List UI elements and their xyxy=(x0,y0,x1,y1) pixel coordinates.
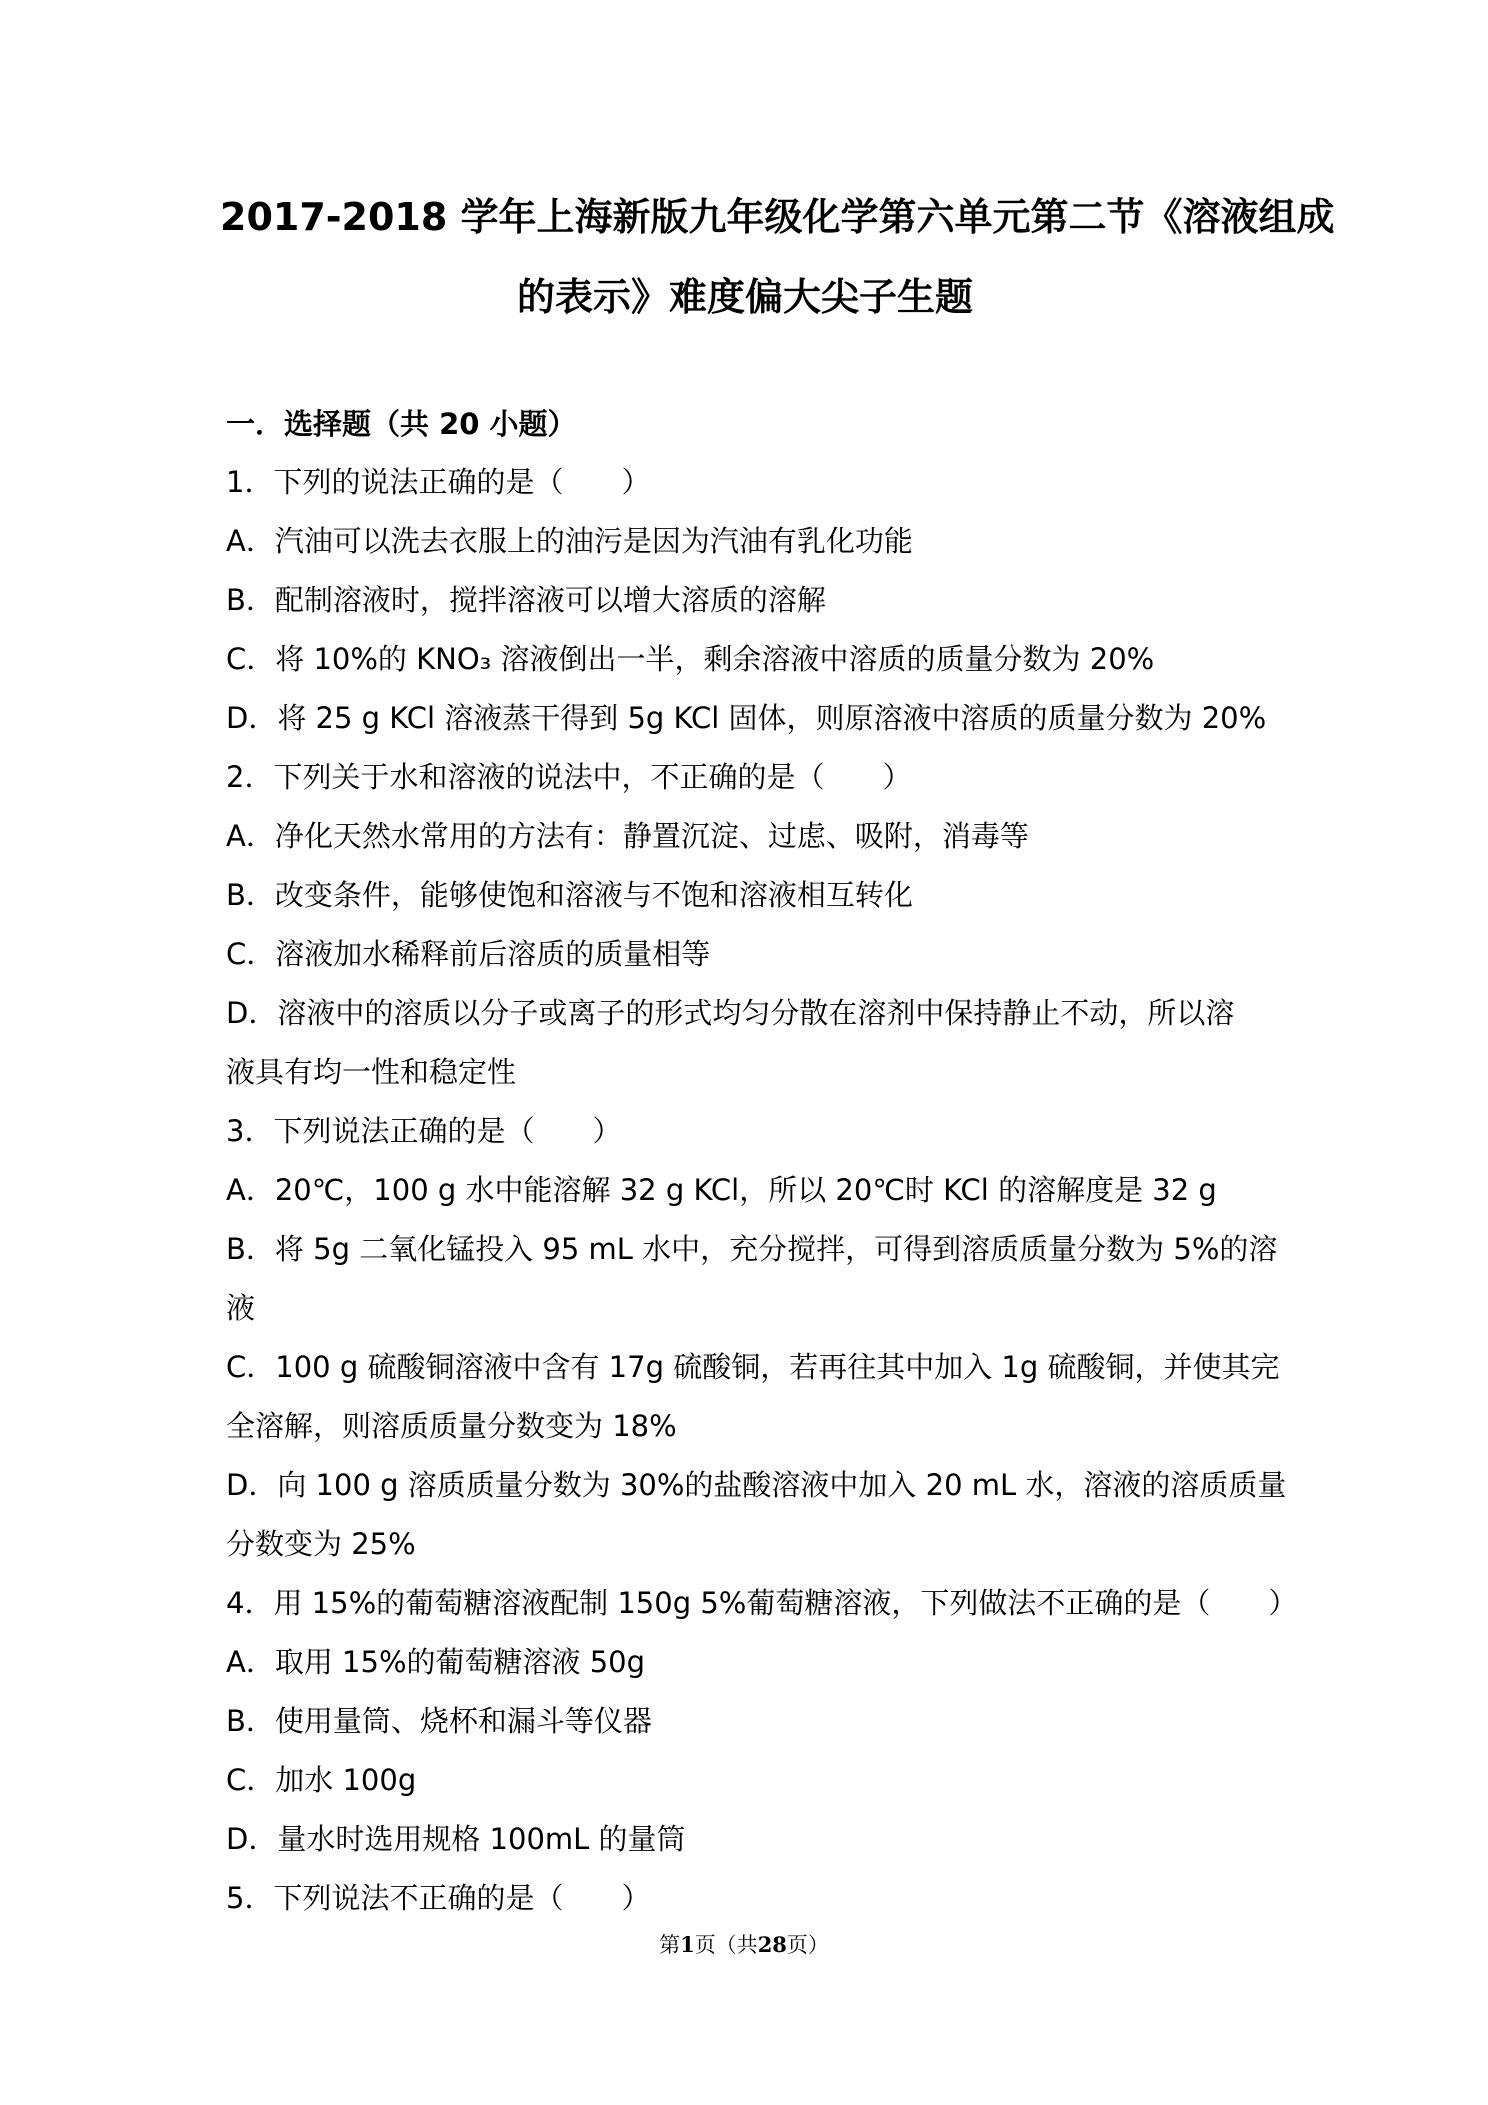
page-footer xyxy=(0,1934,1488,1956)
question-line: 2．下列关于水和溶液的说法中，不正确的是（ ） xyxy=(226,760,912,794)
question-line: D．向 100 g 溶质质量分数为 30%的盐酸溶液中加入 20 mL 水，溶液的溶质质量 xyxy=(226,1468,1287,1502)
question-line: B．使用量筒、烧杯和漏斗等仪器 xyxy=(226,1704,652,1738)
question-line: 液 xyxy=(226,1291,256,1325)
question-line: 5．下列说法不正确的是（ ） xyxy=(226,1881,651,1915)
question-line: A．20℃，100 g 水中能溶解 32 g KCl，所以 20℃时 KCl 的溶解度是 32 g xyxy=(226,1173,1217,1207)
question-line: 1．下列的说法正确的是（ ） xyxy=(226,465,651,499)
footer-prefix: 第 xyxy=(659,1933,681,1957)
question-line: B．改变条件，能够使饱和溶液与不饱和溶液相互转化 xyxy=(226,878,913,912)
footer-suffix: 页） xyxy=(786,1933,829,1957)
section-heading: 一．选择题（共 20 小题） xyxy=(226,407,577,441)
question-line: C．100 g 硫酸铜溶液中含有 17g 硫酸铜，若再往其中加入 1g 硫酸铜，并使其完 xyxy=(226,1350,1280,1384)
question-line: C．将 10%的 KNO₃ 溶液倒出一半，剩余溶液中溶质的质量分数为 20% xyxy=(226,642,1155,676)
question-line: C．加水 100g xyxy=(226,1763,417,1797)
question-line: B．配制溶液时，搅拌溶液可以增大溶质的溶解 xyxy=(226,583,826,617)
question-line: 液具有均一性和稳定性 xyxy=(226,1055,517,1089)
question-line: A．净化天然水常用的方法有：静置沉淀、过虑、吸附，消毒等 xyxy=(226,819,1029,853)
question-line: A．汽油可以洗去衣服上的油污是因为汽油有乳化功能 xyxy=(226,524,913,558)
question-line: 4．用 15%的葡萄糖溶液配制 150g 5%葡萄糖溶液，下列做法不正确的是（ ） xyxy=(226,1586,1298,1620)
footer-middle: 页（共 xyxy=(694,1933,758,1957)
footer-page-number: 1 xyxy=(680,1932,695,1957)
question-line: D．溶液中的溶质以分子或离子的形式均匀分散在溶剂中保持静止不动，所以溶 xyxy=(226,996,1235,1030)
question-line: C．溶液加水稀释前后溶质的质量相等 xyxy=(226,937,711,971)
document-title-line-2: 的表示》难度偏大尖子生题 xyxy=(516,275,973,319)
question-line: A．取用 15%的葡萄糖溶液 50g xyxy=(226,1645,646,1679)
question-line: D．将 25 g KCl 溶液蒸干得到 5g KCl 固体，则原溶液中溶质的质量分数为 20% xyxy=(226,701,1267,735)
question-line: 3．下列说法正确的是（ ） xyxy=(226,1114,622,1148)
footer-total-pages: 28 xyxy=(757,1932,787,1957)
question-line: B．将 5g 二氧化锰投入 95 mL 水中，充分搅拌，可得到溶质质量分数为 5%的溶 xyxy=(226,1232,1278,1266)
question-line: 分数变为 25% xyxy=(226,1527,416,1561)
document-title-line-1: 2017-2018 学年上海新版九年级化学第六单元第二节《溶液组成 xyxy=(220,195,1335,239)
question-line: D．量水时选用规格 100mL 的量筒 xyxy=(226,1822,686,1856)
question-line: 全溶解，则溶质质量分数变为 18% xyxy=(226,1409,677,1443)
